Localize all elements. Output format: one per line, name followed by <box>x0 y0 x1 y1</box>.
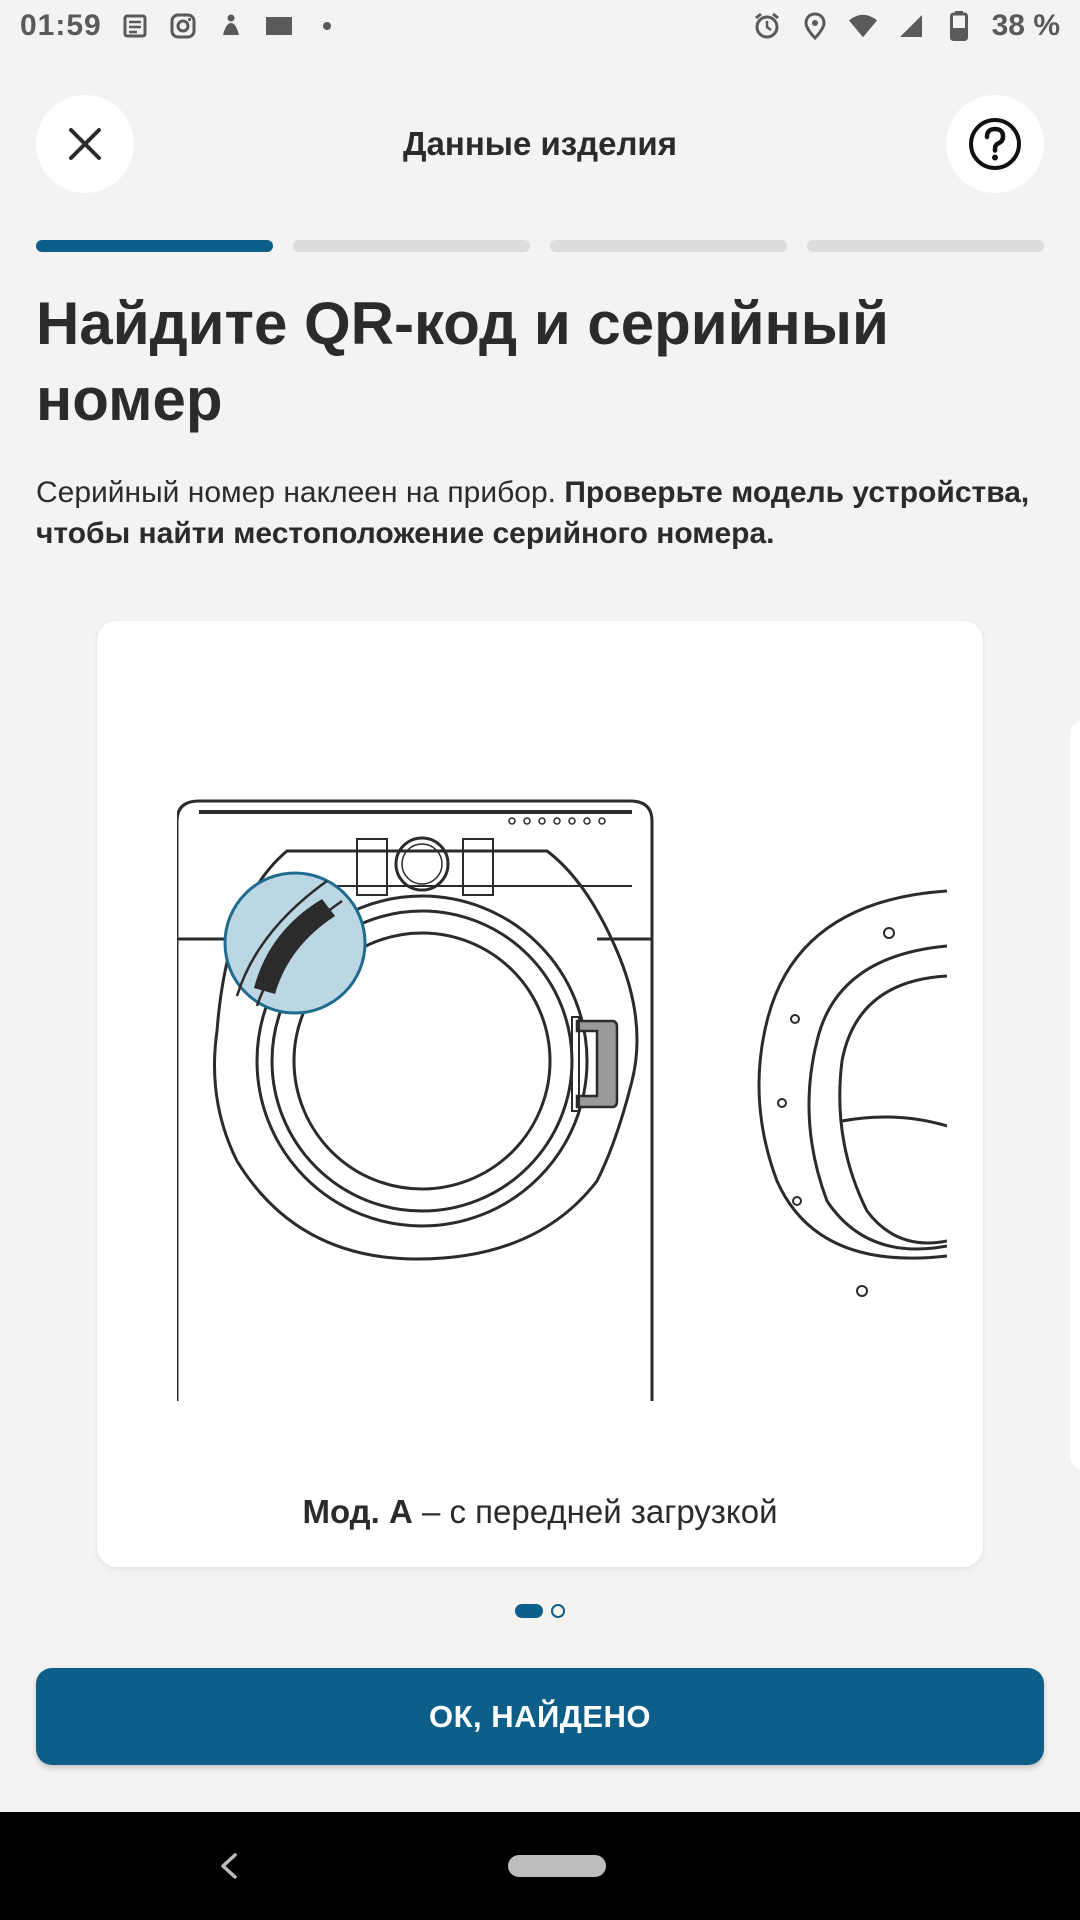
battery-percentage: 38 % <box>991 9 1060 42</box>
progress-step-3 <box>550 240 787 252</box>
description <box>36 472 1036 554</box>
status-time: 01:59 <box>20 9 102 42</box>
model-card[interactable] <box>97 621 983 1567</box>
battery-icon <box>944 11 974 41</box>
help-icon <box>967 116 1023 172</box>
model-caption-regular: – с передней загрузкой <box>412 1493 778 1530</box>
ok-found-button[interactable]: ОК, НАЙДЕНО <box>36 1668 1044 1765</box>
back-icon[interactable] <box>205 1842 253 1890</box>
pager-dot-1[interactable] <box>515 1604 543 1618</box>
main-heading: Найдите QR-код и серийный номер <box>36 290 889 433</box>
pager-dot-2[interactable] <box>551 1604 565 1618</box>
status-left <box>20 9 342 43</box>
news-icon <box>120 11 150 41</box>
home-pill[interactable] <box>508 1855 606 1877</box>
progress-step-4 <box>807 240 1044 252</box>
description-bold: Проверьте модель устройства, чтобы найти местоположение серийного номера. <box>36 476 1030 550</box>
signal-icon <box>896 11 926 41</box>
card-icon <box>264 11 294 41</box>
status-bar <box>0 0 1080 52</box>
front-load-washer-illustration <box>177 781 957 1401</box>
instagram-icon <box>168 11 198 41</box>
wifi-icon <box>848 11 878 41</box>
description-regular: Серийный номер наклеен на прибор. <box>36 476 565 509</box>
page-title: Данные изделия <box>403 125 677 162</box>
location-icon <box>800 11 830 41</box>
app-icon <box>216 11 246 41</box>
header <box>0 95 1080 195</box>
model-caption-bold: Мод. А <box>302 1493 413 1530</box>
dot-icon <box>312 11 342 41</box>
progress-step-1 <box>36 240 273 252</box>
progress-step-2 <box>293 240 530 252</box>
next-model-card-peek[interactable] <box>1070 720 1080 1470</box>
alarm-icon <box>752 11 782 41</box>
carousel-pager <box>0 1604 1080 1618</box>
navigation-bar <box>0 1812 1080 1920</box>
step-progress <box>36 240 1044 252</box>
status-right <box>752 9 1060 43</box>
model-caption <box>97 1493 983 1531</box>
help-button[interactable] <box>946 95 1044 193</box>
